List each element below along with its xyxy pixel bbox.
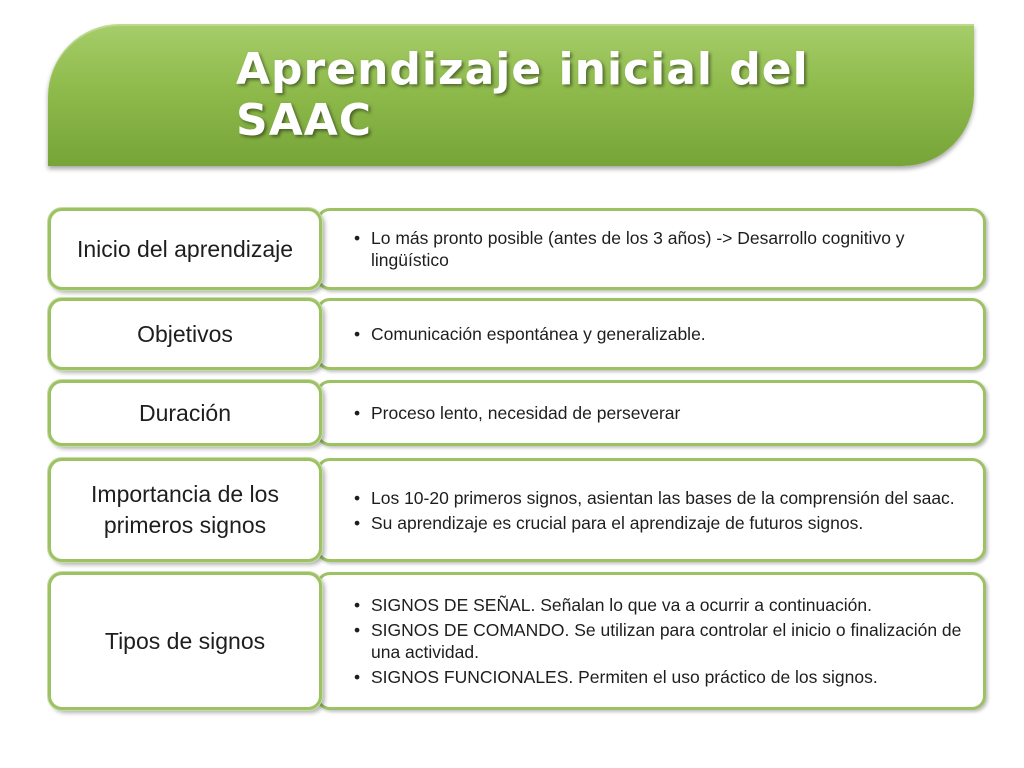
label-box: Tipos de signos: [48, 572, 322, 710]
bullet-item: • Lo más pronto posible (antes de los 3 años) -> Desarrollo cognitivo y lingüístico: [371, 227, 963, 271]
bullet-item: • Su aprendizaje es crucial para el aprendizaje de futuros signos.: [371, 512, 955, 534]
row-importancia: [48, 458, 986, 562]
slide-title: Aprendizaje inicial del SAAC: [236, 44, 809, 146]
label-box: Objetivos: [48, 298, 322, 370]
label-box: Importancia de los primeros signos: [48, 458, 322, 562]
title-banner: [48, 24, 974, 166]
detail-box: [316, 458, 986, 562]
detail-box: [316, 572, 986, 710]
bullet-item: • Proceso lento, necesidad de perseverar: [371, 402, 680, 424]
bullet-item: • SIGNOS DE SEÑAL. Señalan lo que va a ocurrir a continuación.: [371, 594, 963, 616]
detail-box: [316, 298, 986, 370]
row-objetivos: [48, 298, 986, 370]
row-tipos: [48, 572, 986, 710]
detail-box: [316, 208, 986, 290]
bullet-item: • SIGNOS FUNCIONALES. Permiten el uso práctico de los signos.: [371, 666, 963, 688]
row-inicio: [48, 208, 986, 290]
label-box: Inicio del aprendizaje: [48, 208, 322, 290]
label-box: Duración: [48, 380, 322, 446]
bullet-item: • Los 10-20 primeros signos, asientan las bases de la comprensión del saac.: [371, 487, 955, 509]
bullet-item: • SIGNOS DE COMANDO. Se utilizan para controlar el inicio o finalización de una actividad.: [371, 619, 963, 663]
row-duracion: [48, 380, 986, 446]
bullet-item: • Comunicación espontánea y generalizable.: [371, 323, 706, 345]
detail-box: [316, 380, 986, 446]
